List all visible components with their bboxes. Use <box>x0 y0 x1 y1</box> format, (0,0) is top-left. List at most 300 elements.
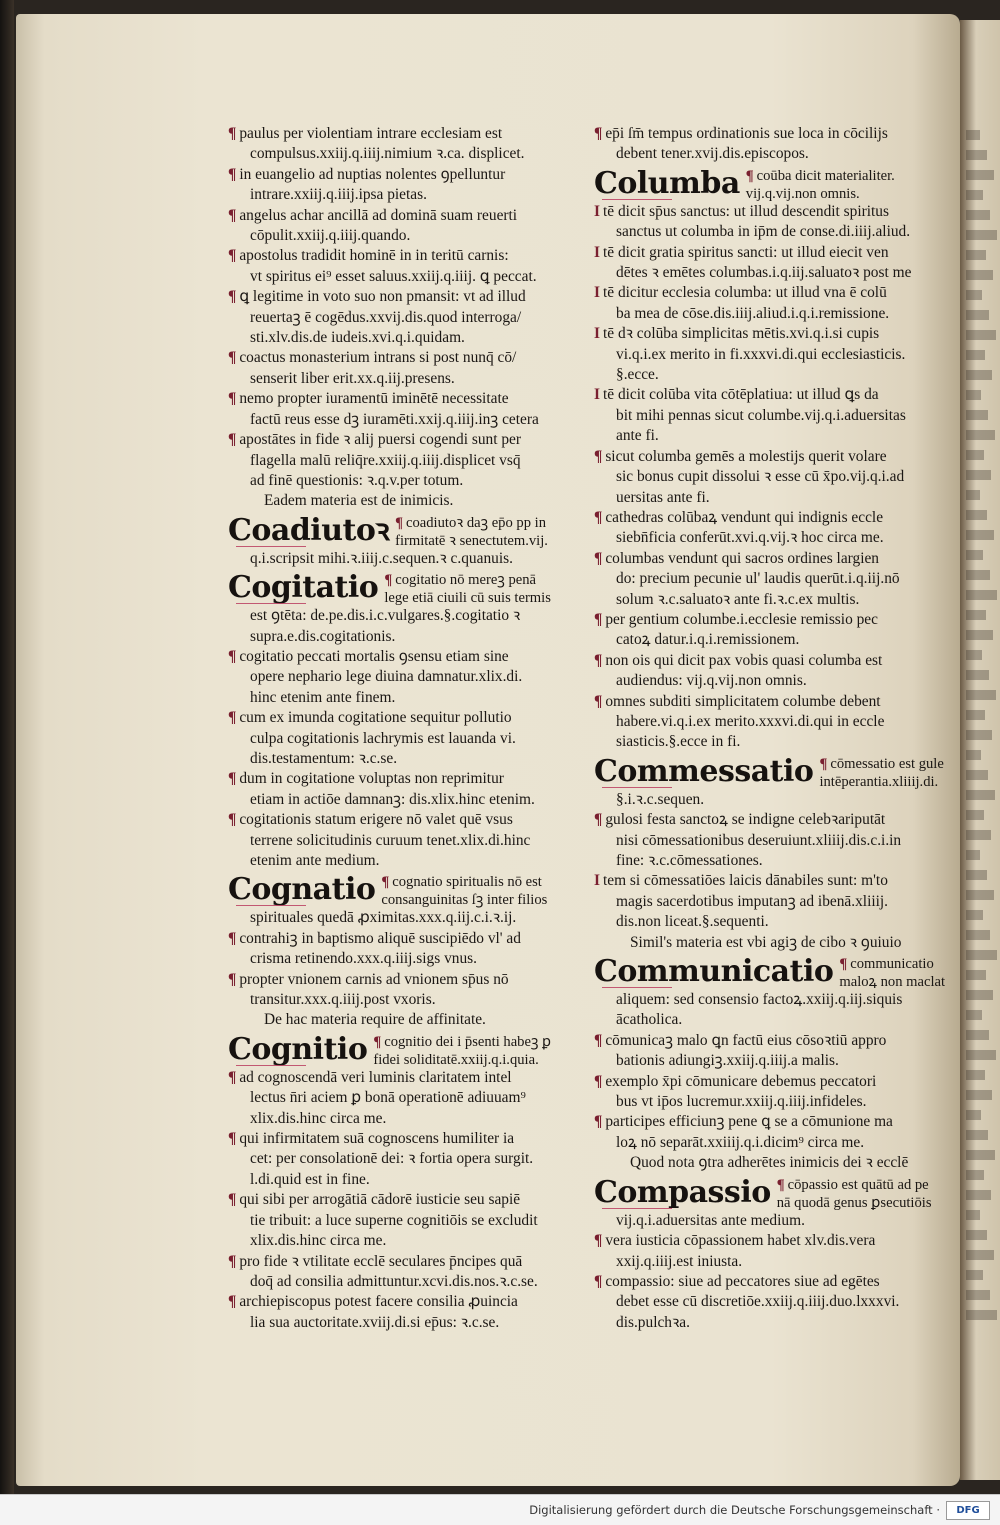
headword: Cognatio <box>228 872 376 908</box>
line-text: dis.non liceat.§.sequenti. <box>616 913 769 931</box>
line-text: in euangelio ad nuptias nolentes ꝯpelluntur <box>239 165 506 183</box>
line-text: vij.q.i.aduersitas ante medium. <box>616 1211 805 1229</box>
funding-credit: Digitalisierung gefördert durch die Deutsche Forschungsgemeinschaft · <box>529 1503 940 1517</box>
text-line <box>594 712 960 732</box>
text-line <box>228 1149 578 1169</box>
bleed-through-line <box>966 350 985 360</box>
rubric-underline <box>602 787 672 788</box>
line-text: vt spiritus ei⁹ esset saluus.xxiij.q.iiij. ꝗ peccat. <box>250 267 537 285</box>
text-line <box>228 471 578 491</box>
text-line <box>594 304 960 324</box>
rubric-underline <box>602 987 672 988</box>
line-text: cum ex imunda cogitatione sequitur pollutio <box>239 709 512 727</box>
text-line <box>594 1010 960 1030</box>
line-text: paulus per violentiam intrare ecclesiam est <box>239 125 503 142</box>
line-text: nisi cōmessationibus deseruiunt.xliiij.dis.c.i.in <box>616 831 902 849</box>
heading-gloss <box>389 514 548 550</box>
line-text: do: precium pecunie ul' laudis querūt.i.q.iij.nō <box>616 570 900 588</box>
bleed-through-line <box>966 910 983 920</box>
text-line <box>228 287 578 307</box>
text-line <box>228 1068 578 1088</box>
line-text: Quod nota ꝯtra adherētes inimicis dei ꝛ ecclē <box>630 1154 909 1172</box>
text-line <box>228 389 578 409</box>
left-column <box>228 124 578 1333</box>
bleed-through-line <box>966 650 982 660</box>
bleed-through-line <box>966 770 988 780</box>
gloss-line: fidei soliditatē.xxiij.q.i.quia. <box>373 1051 539 1068</box>
text-line <box>228 990 578 1010</box>
bleed-through-line <box>966 1210 980 1220</box>
paragraph-mark-icon: ¶ <box>819 755 828 772</box>
bleed-through-line <box>966 810 984 820</box>
right-column <box>594 124 960 1333</box>
gloss-line: intēperantia.xliiij.di. <box>819 773 939 790</box>
line-text: cathedras colūbaꝝ vendunt qui indignis eccle <box>605 508 884 526</box>
text-line <box>228 929 578 949</box>
paragraph-mark-icon: ¶ <box>594 549 603 567</box>
line-text: vera iusticia cōpassionem habet xlv.dis.vera <box>605 1232 876 1250</box>
gloss-line <box>746 167 895 185</box>
bleed-through-line <box>966 610 986 620</box>
bleed-through-line <box>966 1030 989 1040</box>
paragraph-mark-icon: ¶ <box>228 390 237 408</box>
line-text: xlix.dis.hinc circa me. <box>250 1109 387 1127</box>
line-text: xlix.dis.hinc circa me. <box>250 1232 387 1250</box>
paragraph-mark-icon: ¶ <box>228 647 237 665</box>
text-line <box>228 1272 578 1292</box>
line-text: cogitatio peccati mortalis ꝯsensu etiam sine <box>239 647 509 665</box>
bleed-through-line <box>966 470 991 480</box>
paragraph-mark-icon: ¶ <box>228 970 237 988</box>
gloss-line: consanguinitas ſꝫ inter filios <box>381 892 548 909</box>
bleed-through-line <box>966 1290 990 1300</box>
line-text: tē dicitur ecclesia columba: ut illud vna ē colū <box>603 284 887 302</box>
text-line <box>594 406 960 426</box>
heading-gloss <box>367 1033 551 1069</box>
line-text: tē dꝛ colūba simplicitas mētis.xvi.q.i.si cupis <box>603 325 880 343</box>
text-line <box>594 345 960 365</box>
bleed-through-line <box>966 1130 988 1140</box>
line-text: crisma retinendo.xxx.q.iiij.sigs vnus. <box>250 950 477 968</box>
line-text: etenim ante medium. <box>250 852 380 869</box>
line-text: etiam in actiōe damnanꝫ: dis.xlix.hinc etenim. <box>250 790 535 808</box>
paragraph-mark-icon: ¶ <box>839 956 848 973</box>
text-line <box>594 732 960 752</box>
line-text: dis.testamentum: ꝛ.c.se. <box>250 749 398 767</box>
heading-entry <box>228 571 578 607</box>
text-line <box>594 1051 960 1071</box>
paragraph-mark-icon: ¶ <box>381 874 390 891</box>
line-text: culpa cogitationis lachrymis est lauanda vi. <box>250 729 516 747</box>
line-text: qui sibi per arrogātiā cādorē iusticie seu sapiē <box>239 1191 521 1209</box>
bleed-through-line <box>966 670 989 680</box>
heading-gloss <box>375 873 547 909</box>
gloss-line: nā quodā genus ꝑsecutiōis <box>776 1194 932 1211</box>
paragraph-mark-icon: ¶ <box>228 709 237 727</box>
line-text: supra.e.dis.cogitationis. <box>250 627 396 645</box>
line-text: sicut columba gemēs a molestijs querit volare <box>605 447 887 465</box>
paragraph-mark-icon: ¶ <box>594 651 603 669</box>
heading-entry <box>594 755 960 791</box>
paragraph-mark-icon: ¶ <box>228 811 237 829</box>
line-text: xxij.q.iiij.est iniusta. <box>616 1252 743 1270</box>
headword: Cogitatio <box>228 570 379 606</box>
line-text: angelus achar ancillā ad dominā suam reuerti <box>239 206 518 224</box>
headword: Columba <box>594 165 740 201</box>
text-line <box>594 508 960 528</box>
bleed-through-line <box>966 1190 991 1200</box>
line-text: apostolus tradidit hominē in in teritū carnis: <box>239 247 509 265</box>
text-line <box>594 871 960 891</box>
bleed-through-line <box>966 750 981 760</box>
paragraph-mark-icon: ¶ <box>594 125 603 142</box>
initial-mark: I <box>594 284 600 302</box>
bleed-through-line <box>966 370 992 380</box>
text-line <box>594 1231 960 1251</box>
line-text: sti.xlv.dis.de iudeis.xvi.q.i.quidam. <box>250 329 465 347</box>
line-text: compulsus.xxiij.q.iiij.nimium ꝛ.ca. displicet. <box>250 145 525 163</box>
text-line <box>594 933 960 953</box>
line-text: Simil's materia est vbi agiꝫ de cibo ꝛ ꝯuiuio <box>630 933 902 951</box>
line-text: fine: ꝛ.c.cōmessationes. <box>616 852 763 869</box>
heading-entry <box>594 1176 960 1212</box>
text-line <box>594 831 960 851</box>
gloss-line <box>373 1033 551 1051</box>
text-line <box>228 369 578 389</box>
line-text: ꝗ legitime in voto suo non pmansit: vt ad illud <box>239 288 526 306</box>
bleed-through-line <box>966 430 995 440</box>
bleed-through-line <box>966 1230 987 1240</box>
text-line <box>228 348 578 368</box>
line-text: ad finē questionis: ꝛ.q.v.per totum. <box>250 471 464 489</box>
line-text: dis.pulchꝛa. <box>616 1313 690 1331</box>
bleed-through-line <box>966 150 987 160</box>
line-text: propter vnionem carnis ad vnionem sp̄us nō <box>239 970 509 988</box>
text-line <box>228 144 578 164</box>
line-text: bationis adiungiꝫ.xxiij.q.iiij.a malis. <box>616 1052 839 1070</box>
text-line <box>228 908 578 928</box>
bleed-through-line <box>966 710 985 720</box>
gloss-line: maloꝝ non maclat <box>839 974 946 991</box>
heading-gloss <box>740 167 895 203</box>
headword: Cognitio <box>228 1031 368 1067</box>
heading-entry <box>228 514 578 550</box>
line-text: uersitas ante fi. <box>616 488 710 506</box>
line-text: sanctus ut columba in ip̄m de conse.di.iiij.aliud. <box>616 223 911 241</box>
text-line <box>228 124 578 144</box>
book-spine-edge <box>0 0 14 1494</box>
initial-mark: I <box>594 202 600 220</box>
line-text: bus vt ip̄os lucremur.xxiij.q.iiij.infideles. <box>616 1093 867 1111</box>
text-line <box>228 749 578 769</box>
line-text: loꝝ nō separāt.xxiiij.q.i.dicim⁹ circa me. <box>616 1133 865 1151</box>
text-line <box>228 451 578 471</box>
bleed-through-line <box>966 210 990 220</box>
text-line <box>228 410 578 430</box>
text-line <box>594 590 960 610</box>
text-line <box>594 1211 960 1231</box>
gloss-text: coūba dicit materialiter. <box>756 167 895 184</box>
text-line <box>594 1112 960 1132</box>
paragraph-mark-icon: ¶ <box>594 1072 603 1090</box>
line-text: tē dicit colūba vita cōtēplatiua: ut illud ꝗs da <box>603 386 879 404</box>
paragraph-mark-icon: ¶ <box>594 1113 603 1131</box>
text-line <box>228 708 578 728</box>
paragraph-mark-icon: ¶ <box>395 514 403 531</box>
gloss-line: firmitatē ꝛ senectutem.vij. <box>395 532 548 549</box>
paragraph-mark-icon: ¶ <box>228 1191 237 1209</box>
bleed-through-line <box>966 730 992 740</box>
text-line <box>228 627 578 647</box>
headword: Compassio <box>594 1174 771 1210</box>
bleed-through-line <box>966 790 995 800</box>
paragraph-mark-icon: ¶ <box>228 770 237 788</box>
bleed-through-line <box>966 490 980 500</box>
bleed-through-line <box>966 250 986 260</box>
bleed-through-line <box>966 1050 996 1060</box>
bleed-through-line <box>966 990 993 1000</box>
text-line <box>594 912 960 932</box>
bleed-through-line <box>966 570 990 580</box>
text-line <box>594 549 960 569</box>
line-text: bit mihi pennas sicut columbe.vij.q.i.aduersitas <box>616 406 906 424</box>
line-text: per gentium columbe.i.ecclesie remissio pec <box>605 610 878 628</box>
line-text: senserit liber erit.xx.q.iij.presens. <box>250 369 455 387</box>
line-text: audiendus: vij.q.vij.non omnis. <box>616 672 807 690</box>
text-line <box>594 630 960 650</box>
line-text: cōpulit.xxiij.q.iiij.quando. <box>250 227 411 245</box>
gloss-line <box>395 514 548 532</box>
paragraph-mark-icon: ¶ <box>594 811 603 829</box>
bleed-through-line <box>966 1270 983 1280</box>
bleed-through-line <box>966 190 983 200</box>
headword: Communicatio <box>594 954 834 990</box>
text-line <box>594 692 960 712</box>
line-text: sic bonus cupit dissolui ꝛ esse cū x̄po.vij.q.i.ad <box>616 468 905 486</box>
paragraph-mark-icon: ¶ <box>228 929 237 947</box>
line-text: cōmunicaꝫ malo ꝗn factū eius cōsoꝛtiū appro <box>605 1031 887 1049</box>
paragraph-mark-icon: ¶ <box>745 167 754 184</box>
bleed-through-line <box>966 930 990 940</box>
text-line <box>228 165 578 185</box>
line-text: intrare.xxiij.q.iiij.ipsa pietas. <box>250 186 427 204</box>
text-line <box>228 1190 578 1210</box>
paragraph-mark-icon: ¶ <box>594 1232 603 1250</box>
text-line <box>228 267 578 287</box>
line-text: transitur.xxx.q.iiij.post vxoris. <box>250 991 436 1009</box>
heading-entry <box>228 1033 578 1069</box>
bleed-through-line <box>966 510 987 520</box>
bleed-through-line <box>966 530 994 540</box>
line-text: lectus n̄ri aciem ꝑ bonā operationē adiuuam⁹ <box>250 1089 526 1107</box>
line-text: spirituales quedā ꝓximitas.xxx.q.iij.c.i.ꝛ.ij. <box>250 909 517 927</box>
bleed-through-line <box>966 890 994 900</box>
line-text: magis sacerdotibus imputanꝫ ad ibenā.xliiij. <box>616 892 889 910</box>
bleed-through-line <box>966 270 993 280</box>
rubric-underline <box>236 603 306 604</box>
rubric-underline <box>236 905 306 906</box>
gloss-line <box>777 1176 932 1194</box>
bleed-through-line <box>966 1090 992 1100</box>
gloss-text: cognatio spiritualis nō est <box>392 874 542 891</box>
line-text: doq̄ ad consilia admittuntur.xcvi.dis.nos.ꝛ.c.se. <box>250 1272 538 1290</box>
text-line <box>228 308 578 328</box>
bleed-through-line <box>966 1150 995 1160</box>
text-line <box>594 1272 960 1292</box>
line-text: flagella malū reliq̄re.xxiij.q.iiij.displicet vsq̄ <box>250 451 521 469</box>
text-line <box>228 1252 578 1272</box>
text-line <box>594 283 960 303</box>
line-text: solum ꝛ.c.saluatoꝛ ante fi.ꝛ.c.ex multis. <box>616 590 860 608</box>
text-line <box>228 1010 578 1030</box>
text-line <box>228 226 578 246</box>
text-line <box>228 1109 578 1129</box>
bleed-through-line <box>966 690 996 700</box>
rubric-underline <box>602 199 672 200</box>
bleed-through-line <box>966 230 997 240</box>
text-line <box>594 528 960 548</box>
line-text: aliquem: sed consensio factoꝝ.xxiij.q.iij.siquis <box>616 991 903 1009</box>
text-line <box>228 1088 578 1108</box>
paragraph-mark-icon: ¶ <box>594 447 603 465</box>
line-text: l.di.quid est in fine. <box>250 1170 370 1188</box>
line-text: §.ecce. <box>616 366 659 384</box>
text-line <box>228 769 578 789</box>
text-line <box>594 1292 960 1312</box>
text-line <box>594 467 960 487</box>
text-line <box>594 202 960 222</box>
text-line <box>228 790 578 810</box>
text-line <box>594 1252 960 1272</box>
line-text: De hac materia require de affinitate. <box>264 1011 486 1029</box>
bleed-through-line <box>966 550 983 560</box>
line-text: terrene solicitudinis curuum tenet.xlix.di.hinc <box>250 831 531 849</box>
text-line <box>228 185 578 205</box>
paragraph-mark-icon: ¶ <box>594 610 603 628</box>
text-line <box>594 1031 960 1051</box>
headword: Commessatio <box>594 753 814 789</box>
line-text: siebn̄ficia conferūt.xvi.q.vij.ꝛ hoc circa me. <box>616 529 884 547</box>
bleed-through-line <box>966 130 980 140</box>
text-line <box>594 810 960 830</box>
line-text: contrahiꝫ in baptismo aliquē suscipiēdo vl' ad <box>239 929 521 947</box>
gloss-text: communicatio <box>850 956 934 973</box>
text-line <box>228 688 578 708</box>
bleed-through-line <box>966 870 987 880</box>
text-line <box>594 124 960 144</box>
text-line <box>594 324 960 344</box>
text-line <box>594 222 960 242</box>
text-line <box>228 206 578 226</box>
line-text: dum in cogitatione voluptas non reprimitur <box>239 770 504 788</box>
gloss-line <box>381 873 547 891</box>
text-line <box>228 1313 578 1333</box>
line-text: tē dicit gratia spiritus sancti: ut illud eiecit ven <box>603 243 889 261</box>
line-text: omnes subditi simplicitatem columbe debent <box>605 692 881 710</box>
gloss-line <box>839 955 945 973</box>
gloss-text: coadiutoꝛ daꝫ ep̄o pp in <box>406 514 547 531</box>
line-text: exemplo x̄pi cōmunicare debemus peccatori <box>605 1072 877 1090</box>
bleed-through-line <box>966 410 988 420</box>
text-line <box>228 949 578 969</box>
heading-gloss <box>833 955 945 991</box>
line-text: tē dicit sp̄us sanctus: ut illud descendit spiritus <box>603 202 889 220</box>
text-line <box>228 430 578 450</box>
paragraph-mark-icon: ¶ <box>384 572 393 589</box>
headword: Coadiutoꝛ <box>228 512 390 548</box>
text-line <box>594 263 960 283</box>
text-line <box>228 667 578 687</box>
dfg-logo: DFG <box>946 1501 990 1520</box>
text-line <box>594 569 960 589</box>
heading-gloss <box>813 755 943 791</box>
paragraph-mark-icon: ¶ <box>228 1252 237 1270</box>
text-line <box>228 549 578 569</box>
text-line <box>594 610 960 630</box>
text-line <box>594 1133 960 1153</box>
text-line <box>228 729 578 749</box>
bleed-through-line <box>966 390 981 400</box>
paragraph-mark-icon: ¶ <box>594 1272 603 1290</box>
line-text: catoꝝ datur.i.q.i.remissionem. <box>616 631 800 649</box>
paragraph-mark-icon: ¶ <box>228 125 237 142</box>
gloss-line: lege etiā ciuili cū suis termis <box>384 590 551 607</box>
bleed-through-line <box>966 950 997 960</box>
text-line <box>228 1211 578 1231</box>
text-line <box>228 1231 578 1251</box>
text-line <box>594 851 960 871</box>
line-text: factū reus esse dꝫ iuramēti.xxij.q.iiij.inꝫ cetera <box>250 410 539 428</box>
line-text: pro fide ꝛ vtilitate ecclē seculares p̄ncipes quā <box>239 1252 523 1270</box>
line-text: q.i.scripsit mihi.ꝛ.iiij.c.sequen.ꝛ c.quanuis. <box>250 549 513 567</box>
line-text: ba mea de cōse.dis.iiij.aliud.i.q.i.remissione. <box>616 304 890 322</box>
bleed-through-line <box>966 1170 984 1180</box>
rubric-underline <box>236 546 306 547</box>
paragraph-mark-icon: ¶ <box>228 288 237 306</box>
line-text: vi.q.i.ex merito in fi.xxxvi.di.qui ecclesiasticis. <box>616 345 906 363</box>
bleed-through-line <box>966 1010 982 1020</box>
line-text: compassio: siue ad peccatores siue ad egētes <box>605 1272 880 1290</box>
text-line <box>594 892 960 912</box>
bleed-through-line <box>966 590 997 600</box>
text-line <box>594 651 960 671</box>
bleed-through-line <box>966 970 986 980</box>
footer-bar <box>0 1494 1000 1525</box>
paragraph-mark-icon: ¶ <box>776 1176 785 1193</box>
line-text: Eadem materia est de inimicis. <box>264 492 454 510</box>
line-text: apostātes in fide ꝛ alij puersi cogendi sunt per <box>239 431 522 449</box>
text-line <box>594 671 960 691</box>
paragraph-mark-icon: ¶ <box>228 165 237 183</box>
rubric-underline <box>236 1065 306 1066</box>
text-line <box>594 144 960 164</box>
line-text: non ois qui dicit pax vobis quasi columba est <box>605 651 883 669</box>
text-line <box>594 243 960 263</box>
text-line <box>594 1313 960 1333</box>
book-page <box>16 14 960 1486</box>
rubric-underline <box>602 1208 672 1209</box>
line-text: tem si cōmessatiōes laicis dānabiles sunt: m'to <box>603 872 888 890</box>
text-line <box>228 1129 578 1149</box>
text-line <box>594 990 960 1010</box>
bleed-through-line <box>966 290 982 300</box>
text-line <box>228 328 578 348</box>
heading-gloss <box>771 1176 932 1212</box>
next-page-edge <box>960 20 1000 1480</box>
line-text: debet esse cū discretiōe.xxiij.q.iiij.duo.lxxxvi. <box>616 1293 900 1311</box>
paragraph-mark-icon: ¶ <box>373 1033 382 1050</box>
text-line <box>228 1170 578 1190</box>
